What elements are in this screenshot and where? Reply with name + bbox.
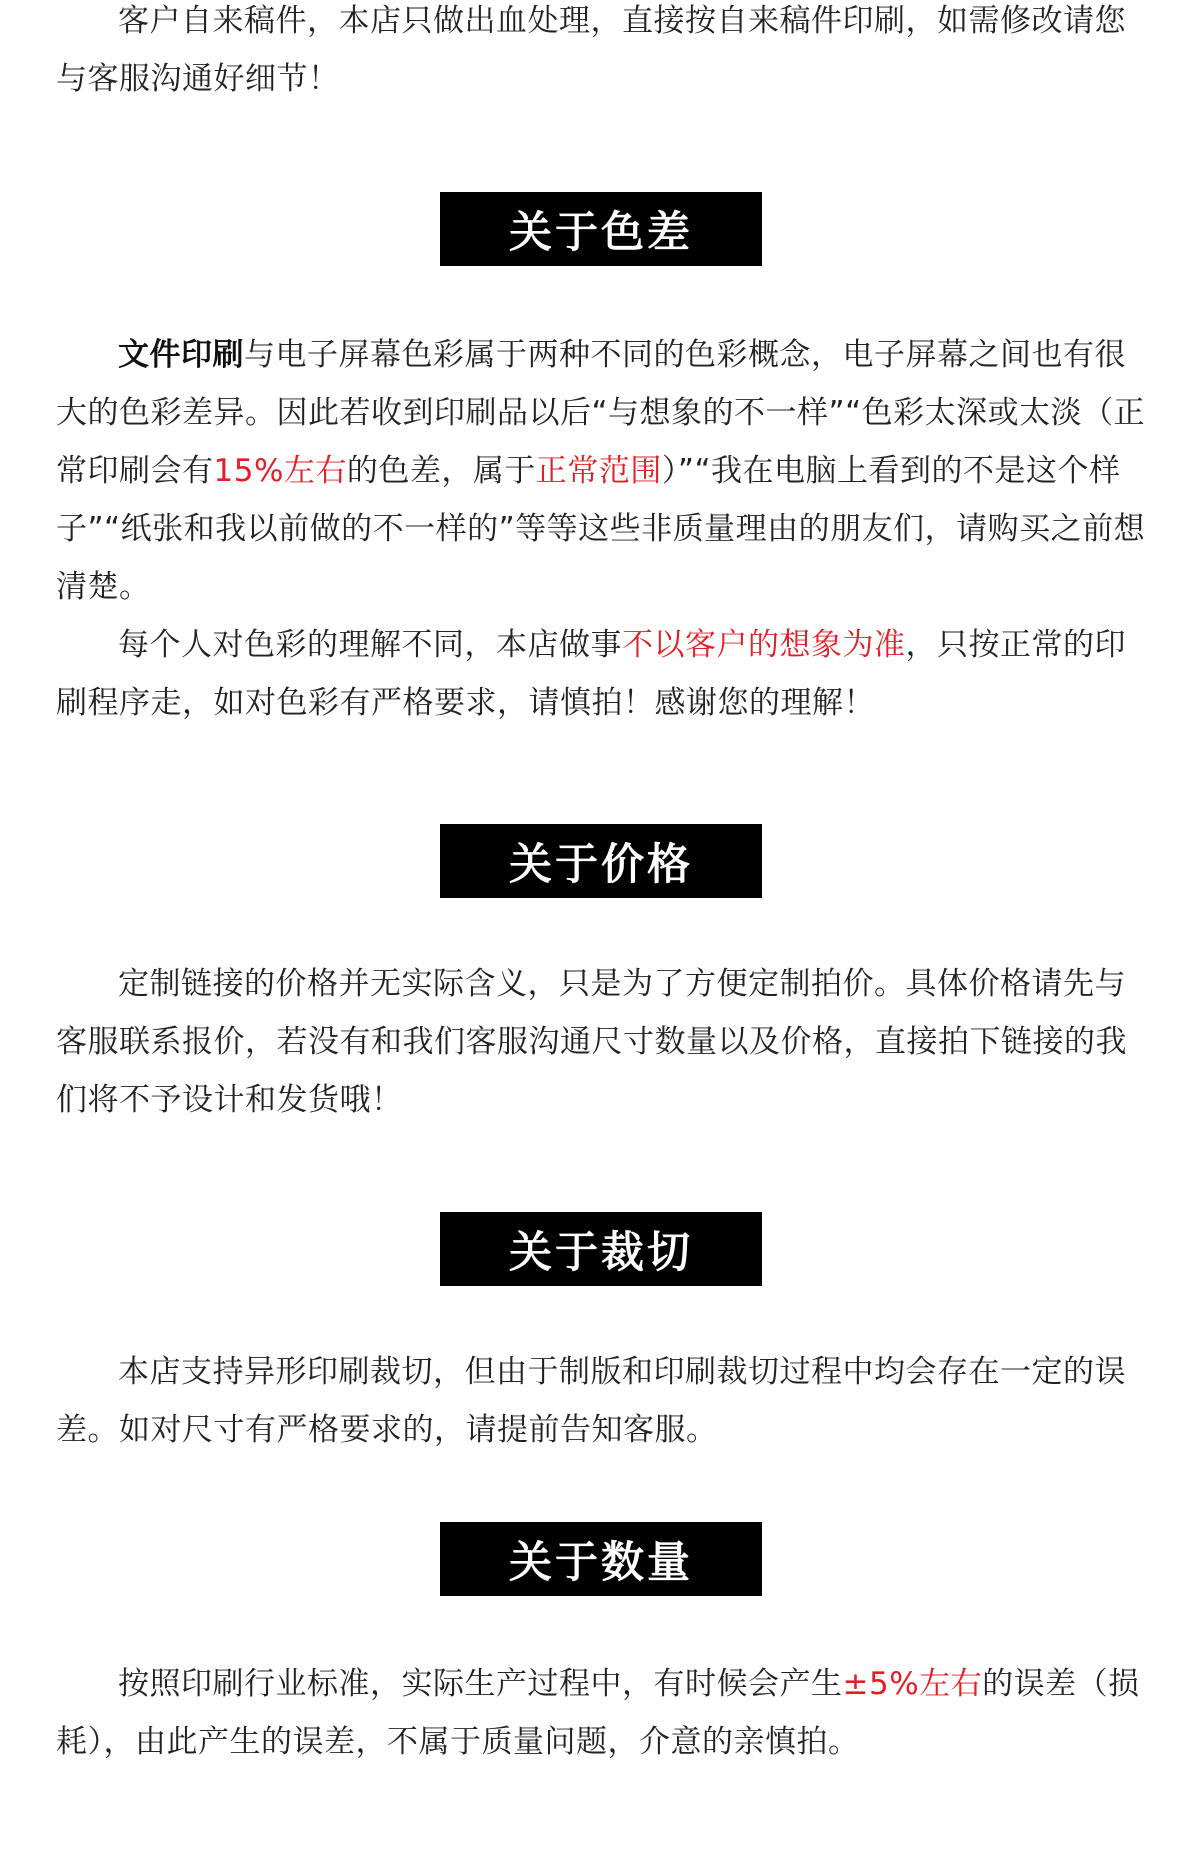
color-difference-text-a: 与电子屏幕色彩属于两种不同的色彩概念，电子屏幕之间也有很大的色彩差异。因此若收到印刷品以后“与想象的不一样”“色彩太深或太淡（正常印刷会有 xyxy=(56,337,1146,489)
color-difference-text-b: 的色差，属于 xyxy=(346,453,536,489)
price-section xyxy=(56,955,1146,1129)
heading-color-difference: 关于色差 xyxy=(440,192,762,266)
heading-price: 关于价格 xyxy=(440,824,762,898)
color-difference-text-c: ）”“我在电脑上看到的不是这个样子”“纸张和我以前做的不一样的”等等这些非质量理由的朋友们，请购买之前想清楚。 xyxy=(56,453,1146,605)
highlight-customer-imagination: 不以客户的想象为准 xyxy=(622,627,906,663)
cutting-section xyxy=(56,1343,1146,1459)
color-difference-p2-text-a: 每个人对色彩的理解不同，本店做事 xyxy=(118,627,622,663)
cutting-paragraph: 本店支持异形印刷裁切，但由于制版和印刷裁切过程中均会存在一定的误差。如对尺寸有严格要求的，请提前告知客服。 xyxy=(56,1354,1126,1448)
color-difference-paragraph-2 xyxy=(56,616,1146,732)
price-paragraph: 定制链接的价格并无实际含义，只是为了方便定制拍价。具体价格请先与客服联系报价，若没有和我们客服沟通尺寸数量以及价格，直接拍下链接的我们将不予设计和发货哦！ xyxy=(56,966,1127,1118)
highlight-plus-minus-5-percent: ±5%左右 xyxy=(842,1666,983,1702)
emphasis-file-printing: 文件印刷 xyxy=(118,337,244,373)
quantity-paragraph xyxy=(56,1655,1146,1771)
quantity-section xyxy=(56,1655,1146,1771)
heading-quantity: 关于数量 xyxy=(440,1522,762,1596)
quantity-text-b: 的误差（损耗），由此产生的误差，不属于质量问题，介意的亲慎拍。 xyxy=(56,1666,1140,1760)
color-difference-p2-text-b: ，只按正常的印刷程序走，如对色彩有严格要求，请慎拍！感谢您的理解！ xyxy=(56,627,1126,721)
color-difference-paragraph-1 xyxy=(56,326,1146,616)
highlight-normal-range: 正常范围 xyxy=(535,453,662,489)
quantity-text-a: 按照印刷行业标准，实际生产过程中，有时候会产生 xyxy=(118,1666,843,1702)
heading-cutting: 关于裁切 xyxy=(440,1212,762,1286)
color-difference-section xyxy=(56,326,1146,732)
intro-notice xyxy=(56,0,1146,108)
highlight-15-percent: 15%左右 xyxy=(213,453,347,489)
intro-paragraph: 客户自来稿件，本店只做出血处理，直接按自来稿件印刷，如需修改请您与客服沟通好细节！ xyxy=(56,3,1126,97)
